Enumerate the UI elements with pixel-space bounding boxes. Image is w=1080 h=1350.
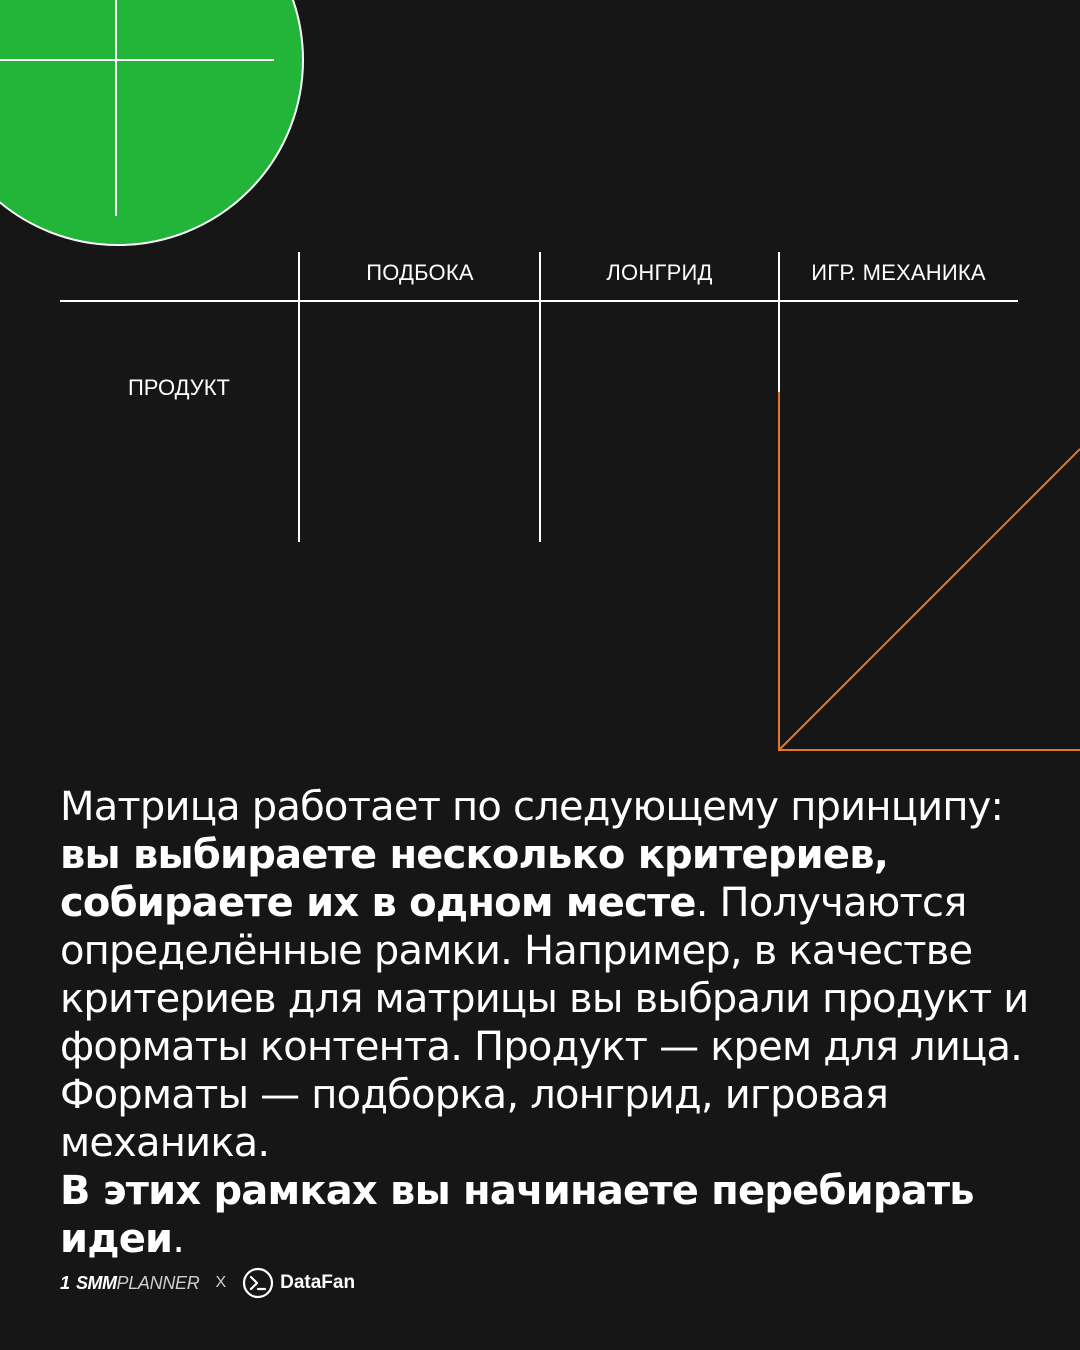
matrix-column-header: ПОДБОКА xyxy=(366,260,474,285)
orange-diagonal xyxy=(779,449,1080,750)
body-paragraph xyxy=(60,783,1035,1263)
body-text-emphasis: вы выбираете несколько критериев, собираете их в одном месте xyxy=(60,832,889,926)
matrix-column-header: ИГР. МЕХАНИКА xyxy=(811,260,986,285)
body-text-period: . xyxy=(172,1216,185,1262)
green-circle-icon xyxy=(0,0,303,245)
smmplanner-logo-mark: 1 xyxy=(60,1272,71,1293)
body-text-intro: Матрица работает по следующему принципу: xyxy=(60,784,1004,830)
body-text-conclusion: В этих рамках вы начинаете перебирать идеи xyxy=(60,1168,974,1262)
brand-separator: X xyxy=(215,1274,227,1291)
body-text-main: . Получаются определённые рамки. Например, в качестве критериев для матрицы вы выбрали продукт и форматы контента. Продукт — крем для лица. Форматы — подборка, лонгрид, игровая механика. xyxy=(60,880,1029,1166)
smmplanner-logo-light: PLANNER xyxy=(116,1272,200,1293)
smmplanner-logo-bold: SMM xyxy=(76,1272,117,1293)
footer-branding xyxy=(60,1266,355,1300)
datafan-logo-icon xyxy=(242,1267,274,1299)
matrix-column-header: ЛОНГРИД xyxy=(606,260,713,285)
datafan-logo-text: DataFan xyxy=(280,1272,356,1293)
matrix-row-header: ПРОДУКТ xyxy=(127,375,230,400)
orange-triangle-icon xyxy=(779,392,1080,750)
